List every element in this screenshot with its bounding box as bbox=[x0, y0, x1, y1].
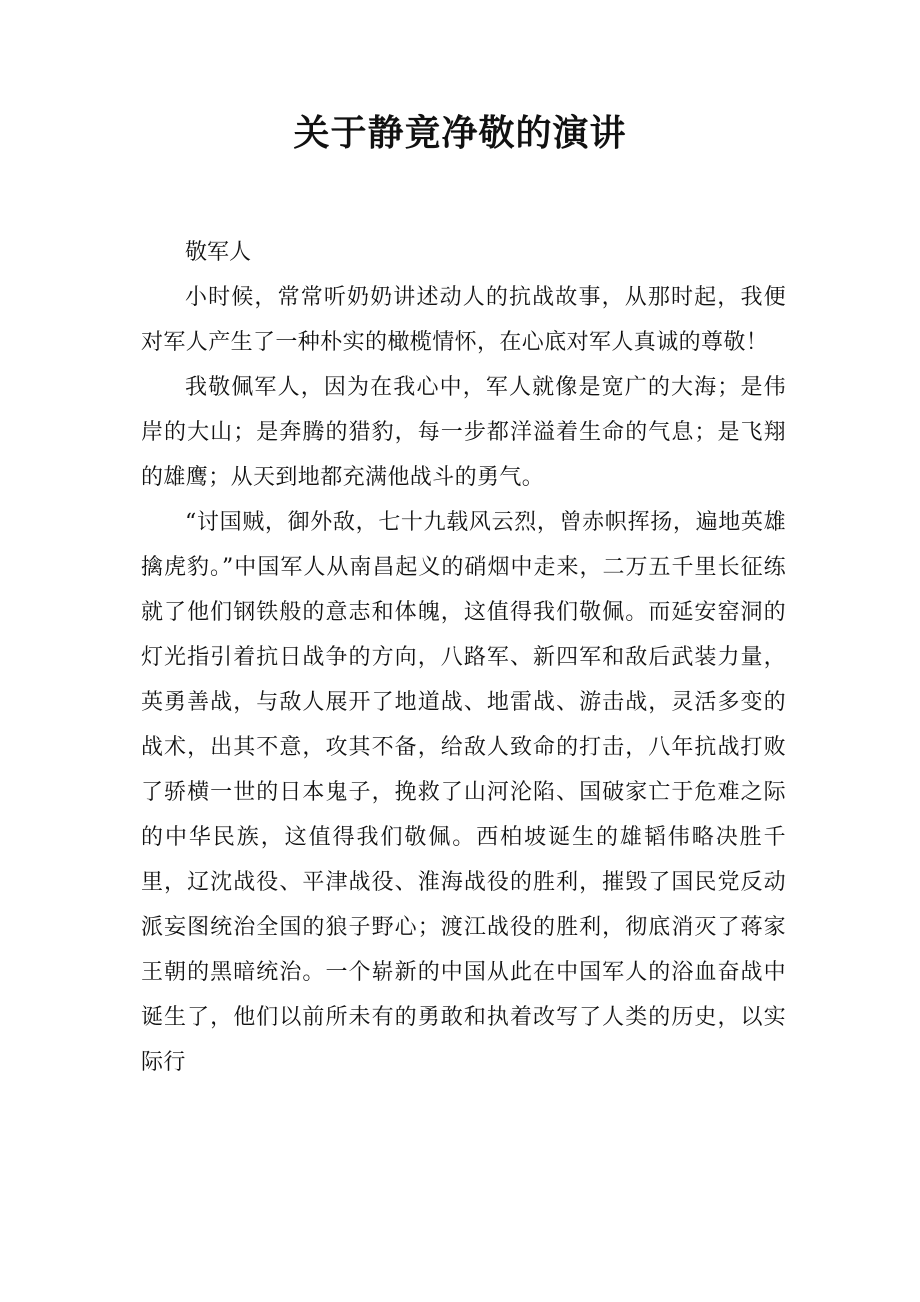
paragraph-2: 我敬佩军人，因为在我心中，军人就像是宽广的大海；是伟岸的大山；是奔腾的猎豹，每一步都洋溢着生命的气息；是飞翔的雄鹰；从天到地都充满他战斗的勇气。 bbox=[141, 375, 786, 490]
document-body bbox=[141, 230, 786, 1085]
paragraph-1: 小时候，常常听奶奶讲述动人的抗战故事，从那时起，我便对军人产生了一种朴实的橄榄情怀，在心底对军人真诚的尊敬！ bbox=[141, 285, 786, 355]
document-title: 关于静竟净敬的演讲 bbox=[293, 112, 627, 154]
section-heading: 敬军人 bbox=[185, 240, 252, 265]
paragraph-3: “讨国贼，御外敌，七十九载风云烈，曾赤帜挥扬，遍地英雄擒虎豹。”中国军人从南昌起义的硝烟中走来，二万五千里长征练就了他们钢铁般的意志和体魄，这值得我们敬佩。而延安窑洞的灯光指引着抗日战争的方向，八路军、新四军和敌后武装力量，英勇善战，与敌人展开了地道战、地雷战、游击战，灵活多变的战术，出其不意，攻其不备，给敌人致命的打击，八年抗战打败了骄横一世的日本鬼子，挽救了山河沦陷、国破家亡于危难之际的中华民族，这值得我们敬佩。西柏坡诞生的雄韬伟略决胜千里，辽沈战役、平津战役、淮海战役的胜利，摧毁了国民党反动派妄图统治全国的狼子野心；渡江战役的胜利，彻底消灭了蒋家王朝的黑暗统治。一个崭新的中国从此在中国军人的浴血奋战中诞生了，他们以前所未有的勇敢和执着改写了人类的历史，以实际行 bbox=[141, 510, 786, 1075]
